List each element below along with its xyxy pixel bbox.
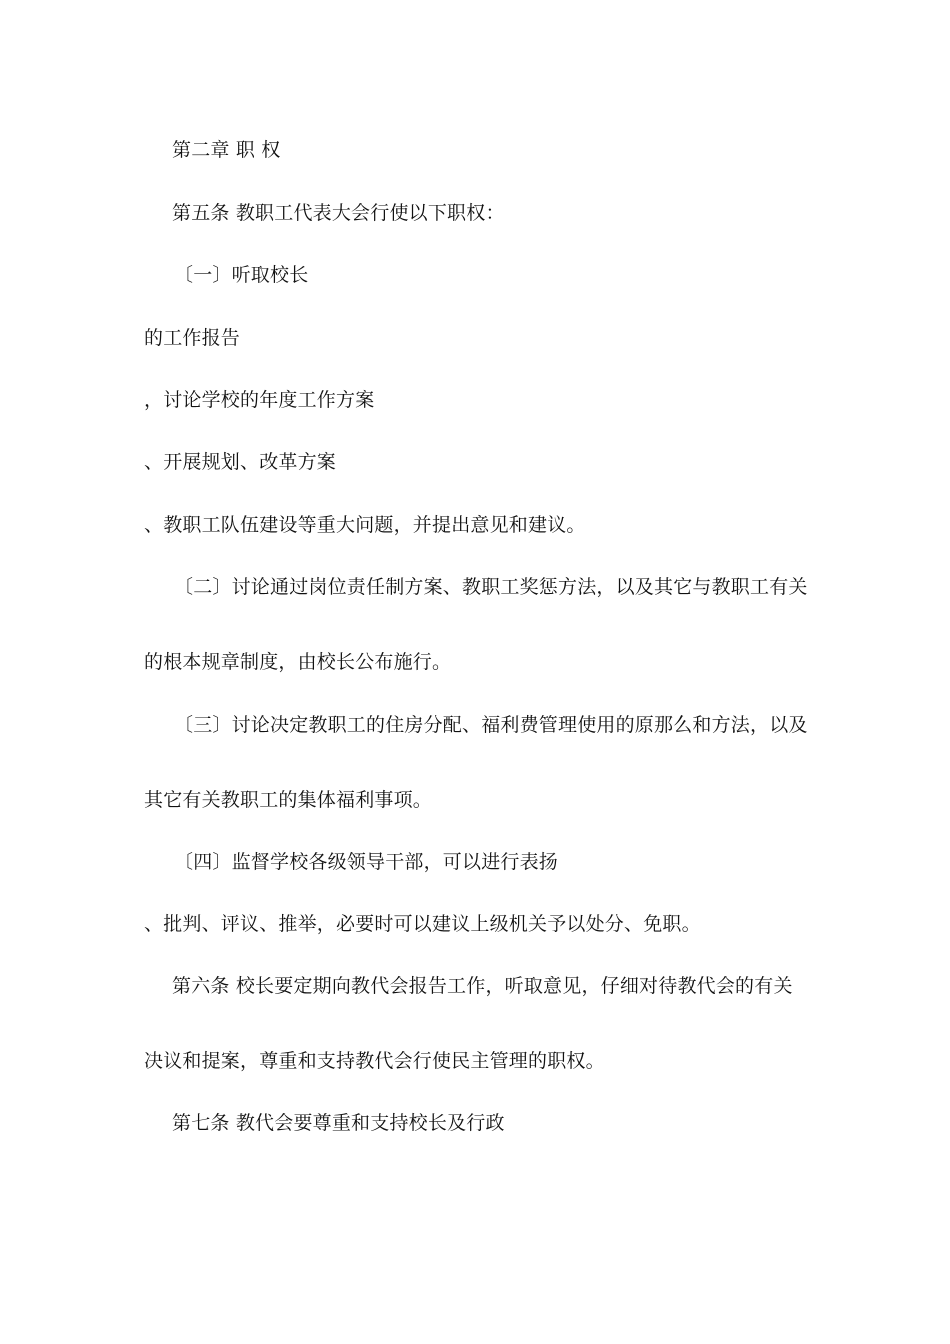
item-4-line: 、批判、评议、推举，必要时可以建议上级机关予以处分、免职。 [144,913,701,935]
item-1-line: 、开展规划、改革方案 [144,451,337,473]
chapter-heading: 第二章 职 权 [172,139,281,161]
item-1-line: 〔一〕听取校长 [174,264,309,286]
item-3-line: 〔三〕讨论决定教职工的住房分配、福利费管理使用的原那么和方法，以及 [174,714,808,736]
item-1-line: 、教职工队伍建设等重大问题，并提出意见和建议。 [144,514,586,536]
article-5-heading: 第五条 教职工代表大会行使以下职权： [172,202,505,224]
article-6-line: 决议和提案，尊重和支持教代会行使民主管理的职权。 [144,1050,605,1072]
item-1-line: ，讨论学校的年度工作方案 [144,389,375,411]
article-6-line: 第六条 校长要定期向教代会报告工作，听取意见，仔细对待教代会的有关 [172,975,793,997]
item-3-line: 其它有关教职工的集体福利事项。 [144,789,433,811]
item-2-line: 〔二〕讨论通过岗位责任制方案、教职工奖惩方法，以及其它与教职工有关 [174,576,808,598]
item-4-line: 〔四〕监督学校各级领导干部，可以进行表扬 [174,851,559,873]
item-2-line: 的根本规章制度，由校长公布施行。 [144,651,452,673]
item-1-line: 的工作报告 [144,327,241,349]
article-7-line: 第七条 教代会要尊重和支持校长及行政 [172,1112,505,1134]
